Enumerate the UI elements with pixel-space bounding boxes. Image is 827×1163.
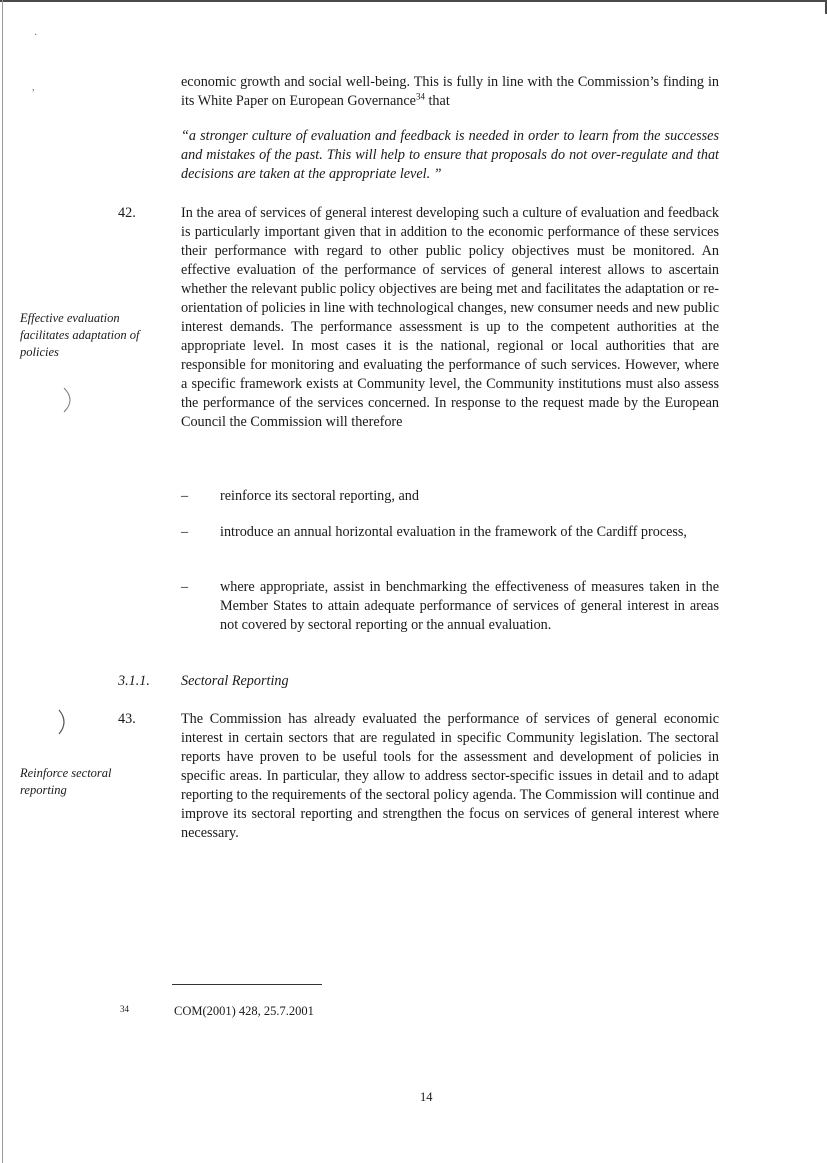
- scan-speck: ,: [32, 82, 35, 93]
- bullet-item: [181, 487, 719, 506]
- section-title: Sectoral Reporting: [181, 673, 289, 689]
- bullet-item: [181, 523, 719, 542]
- bullet-dash: –: [181, 579, 189, 595]
- bullet-text: reinforce its sectoral reporting, and: [220, 488, 419, 504]
- scan-border-left: [2, 0, 3, 1163]
- paragraph-number-42: 42.: [118, 205, 136, 221]
- scan-speck: ·: [34, 30, 38, 41]
- page-number: 14: [420, 1090, 433, 1104]
- margin-note-reinforce-reporting: Reinforce sectoral reporting: [20, 766, 112, 797]
- footnote-number: 34: [120, 1004, 129, 1014]
- paragraph-43-text: The Commission has already evaluated the performance of services of general economic interest in certain sectors that are regulated in specific Community legislation. The sectoral reports have proven to be useful tools for the assessment and development of policies in specific areas. In particular, they allow to address sector-specific issues in detail and to adapt reporting to the requirements of the sectoral policy agenda. The Commission will continue and improve its sectoral reporting and strengthen the focus on services of general interest where necessary.: [181, 711, 719, 841]
- margin-note-effective-evaluation: Effective evaluation facilitates adaptation of policies: [20, 311, 140, 359]
- scan-bracket-icon: [54, 707, 74, 737]
- section-number: 3.1.1.: [118, 673, 150, 689]
- bullet-text: introduce an annual horizontal evaluation in the framework of the Cardiff process,: [220, 524, 687, 540]
- paragraph-number-43: 43.: [118, 711, 136, 727]
- scan-bracket-icon: [60, 385, 80, 415]
- bullet-dash: –: [181, 488, 189, 504]
- scan-border-top: [0, 0, 827, 2]
- footnote-reference[interactable]: 34: [415, 91, 425, 102]
- bullet-dash: –: [181, 524, 189, 540]
- footnote-text: COM(2001) 428, 25.7.2001: [174, 1004, 314, 1018]
- bullet-text: where appropriate, assist in benchmarking the effectiveness of measures taken in the Member States to attain adequate performance of services of general interest in areas not covered by sectoral reporting or the annual evaluation.: [220, 579, 719, 633]
- paragraph-42-text: In the area of services of general interest developing such a culture of evaluation and feedback is particularly important given that in addition to the economic performance of these services their performance with regard to other public policy objectives must be monitored. An effective evaluation of the performance of services of general interest allows to ascertain whether the relevant public policy objectives are being met and facilitates the adaptation or re-orientation of policies in line with technological changes, new consumer needs and new public interest demands. The performance assessment is up to the competent authorities at the appropriate level. In most cases it is the national, regional or local authorities that are responsible for monitoring and evaluating the performance of such services. However, where a specific framework exists at Community level, the Community institutions must also assess the performance of the services concerned. In response to the request made by the European Council the Commission will therefore: [181, 205, 719, 430]
- bullet-item: [181, 578, 719, 635]
- intro-paragraph: economic growth and social well-being. This is fully in line with the Commission’s finding in its White Paper on European Governance$^{34}$ that: [181, 74, 719, 109]
- governance-quote: “a stronger culture of evaluation and feedback is needed in order to learn from the successes and mistakes of the past. This will help to ensure that proposals do not over-regulate and that decisions are taken at the appropriate level. ”: [181, 128, 719, 182]
- footnote-divider: [172, 984, 322, 985]
